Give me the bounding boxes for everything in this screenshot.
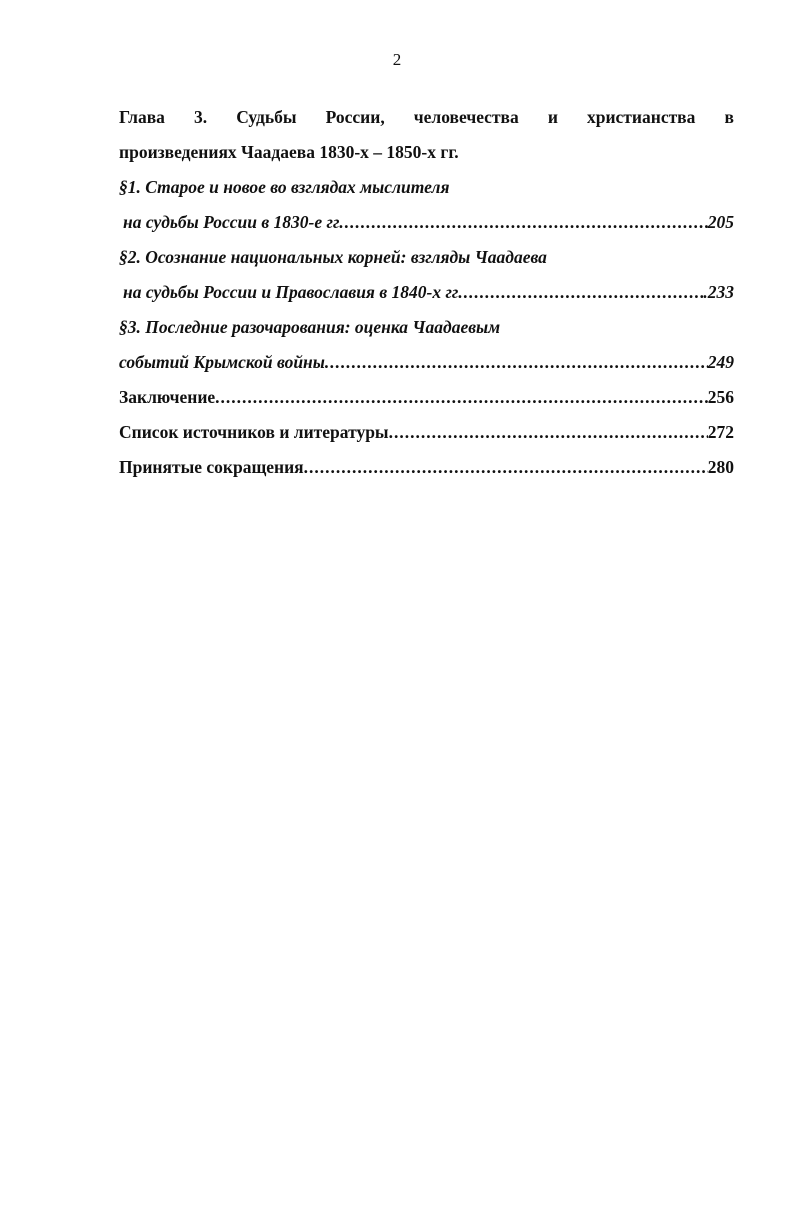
section-1-title-cont: на судьбы России в 1830-е гг — [123, 212, 340, 232]
section-3-title-cont: событий Крымской войны — [119, 352, 325, 372]
section-2-entry[interactable] — [119, 275, 734, 310]
chapter-word: человечества — [413, 107, 519, 127]
chapter-word: Глава — [119, 107, 165, 127]
conclusion-page: 256 — [707, 387, 734, 407]
chapter-word: Судьбы — [236, 107, 297, 127]
page-number: 2 — [392, 50, 402, 69]
dot-leader — [389, 415, 708, 450]
section-2-title: §2. Осознание национальных корней: взгляды Чаадаева — [119, 247, 547, 267]
chapter-word: и — [547, 107, 558, 127]
abbreviations-label: Принятые сокращения — [119, 457, 304, 477]
sources-page: 272 — [707, 422, 734, 442]
dot-leader — [304, 450, 708, 485]
section-3-page: 249 — [707, 352, 734, 372]
section-1-entry[interactable] — [119, 205, 734, 240]
chapter-word: в — [724, 107, 734, 127]
dot-leader — [458, 275, 703, 310]
abbreviations-page: 280 — [707, 457, 734, 477]
section-3-title: §3. Последние разочарования: оценка Чаадаевым — [119, 317, 501, 337]
conclusion-label: Заключение — [119, 387, 216, 407]
conclusion-entry[interactable] — [119, 380, 734, 415]
abbreviations-entry[interactable] — [119, 450, 734, 485]
chapter-word: России, — [325, 107, 385, 127]
table-of-contents — [119, 100, 734, 485]
dot-leader — [325, 345, 708, 380]
dot-leader — [339, 205, 707, 240]
chapter-title-line-2: произведениях Чаадаева 1830-х – 1850-х гг. — [119, 142, 459, 162]
section-2-title-cont: на судьбы России и Православия в 1840-х гг — [123, 282, 459, 302]
section-2-page: .233 — [703, 282, 734, 302]
dot-leader — [215, 380, 708, 415]
sources-label: Список источников и литературы — [119, 422, 389, 442]
chapter-title-line-1 — [119, 100, 734, 135]
chapter-word: христианства — [586, 107, 696, 127]
section-1-title: §1. Старое и новое во взглядах мыслителя — [119, 177, 450, 197]
chapter-word: 3. — [194, 107, 208, 127]
section-3-entry[interactable] — [119, 345, 734, 380]
sources-entry[interactable] — [119, 415, 734, 450]
section-1-page: 205 — [707, 212, 734, 232]
